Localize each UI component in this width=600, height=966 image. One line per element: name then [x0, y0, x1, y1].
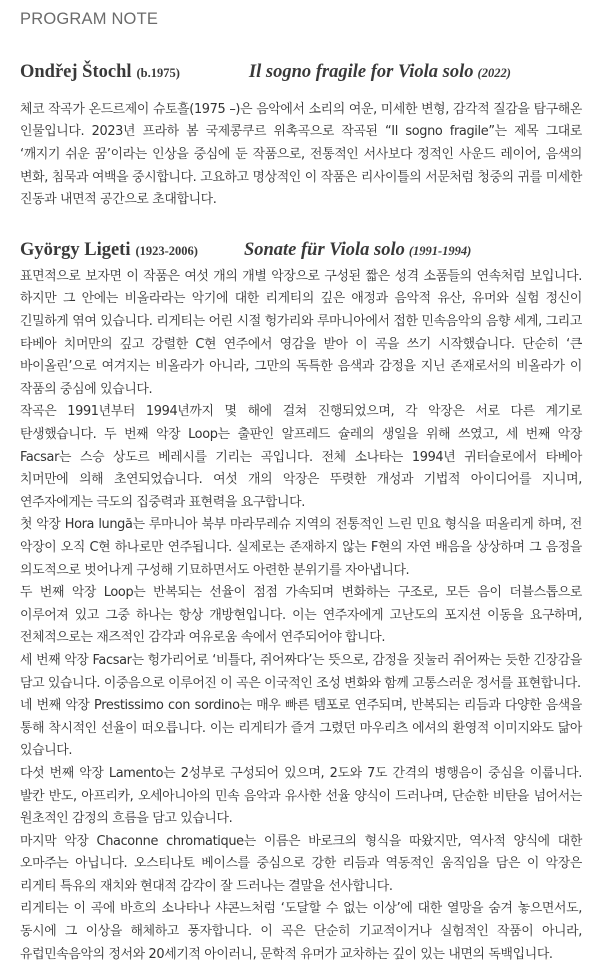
note-paragraph: 첫 악장 Hora lungă는 루마니아 북부 마라무레슈 지역의 전통적인 느린 민요 형식을 떠올리게 하며, 전 악장이 오직 C현 하나로만 연주됩니다. 실제로는 존재하지 않는 F현의 자연 배음을 상상하며 그 음정을 의도적으로 벗어나게 구성해 기묘하면서도 아련한 분위기를 자아냅니다. [20, 517, 582, 578]
note-paragraph: 표면적으로 보자면 이 작품은 여섯 개의 개별 악장으로 구성된 짧은 성격 소품들의 연속처럼 보입니다. 하지만 그 안에는 비올라라는 악기에 대한 리게티의 깊은 애정과 음악적 유산, 유머와 실험 정신이 긴밀하게 엮여 있습니다. 리게티는 어린 시절 헝가리와 루마니아에서 접한 민속음악의 음향 세계, 그리고 타베아 치머만의 깊고 강렬한 C현 연주에서 영감을 받아 이 곡을 쓰기 시작했습니다. 단순히 ‘큰 바이올린’으로 여겨지는 비올라가 아니라, 그만의 독특한 음색과 감정을 지닌 존재로서의 비올라가 이 작품의 중심에 있습니다. [20, 268, 582, 397]
composer-name: György Ligeti [20, 239, 131, 260]
note-paragraph: 마지막 악장 Chaconne chromatique는 이름은 바로크의 형식을 따왔지만, 역사적 양식에 대한 오마주는 아닙니다. 오스티나토 베이스를 중심으로 강한 리듬과 역동적인 움직임을 담은 이 악장은 리게티 특유의 재치와 현대적 감각이 잘 드러나는 결말을 선사합니다. [20, 833, 582, 894]
note-paragraph: 체코 작곡가 온드르제이 슈토흘(1975 –)은 음악에서 소리의 여운, 미세한 변형, 감각적 질감을 탐구해온 인물입니다. 2023년 프라하 봄 국제콩쿠르 위촉곡으로 작곡된 “Il sogno fragile”는 제목 그대로 ‘깨지기 쉬운 꿈’이라는 인상을 중심에 둔 작품으로, 전통적인 서사보다 정적인 사운드 레이어, 음색의 변화, 침묵과 여백을 중시합니다. 고요하고 명상적인 이 작품은 리사이틀의 서문처럼 청중의 귀를 미세한 진동과 내면적 공간으로 초대합니다. [20, 101, 582, 208]
note-paragraph: 네 번째 악장 Prestissimo con sordino는 매우 빠른 템포로 연주되며, 반복되는 리듬과 다양한 음색을 통해 착시적인 선율이 떠오릅니다. 이는 리게티가 즐겨 그렸던 마우리츠 에셔의 환영적 이미지와도 닮아 있습니다. [20, 698, 582, 759]
note-paragraph: 두 번째 악장 Loop는 반복되는 선율이 점점 가속되며 변화하는 구조로, 모든 음이 더블스톱으로 이루어져 있고 그중 하나는 항상 개방현입니다. 이는 연주자에게 고난도의 포지션 이동을 요구하며, 전체적으로는 재즈적인 감각과 여유로움 속에서 연주되어야 합니다. [20, 585, 582, 646]
work-title: Sonate für Viola solo [243, 239, 405, 260]
piece-section-stochl [20, 62, 582, 212]
piece-heading [20, 62, 582, 86]
program-note-label: PROGRAM NOTE [20, 10, 159, 28]
work-year: (2022) [477, 66, 511, 80]
program-note-body [20, 266, 582, 966]
piece-heading [20, 240, 582, 264]
composer-dates: (b.1975) [136, 66, 180, 80]
work-title: Il sogno fragile for Viola solo [248, 62, 474, 82]
work-year: (1991-1994) [408, 243, 472, 258]
program-note-page [20, 0, 582, 966]
piece-section-ligeti [20, 240, 582, 966]
note-paragraph: 작곡은 1991년부터 1994년까지 몇 해에 걸쳐 진행되었으며, 각 악장은 서로 다른 계기로 탄생했습니다. 두 번째 악장 Loop는 출판인 알프레드 슐레의 생일을 위해 쓰였고, 세 번째 악장 Facsar는 스승 상도르 베레시를 기리는 곡입니다. 전체 소나타는 1994년 귀터슬로에서 타베아 치머만에 의해 초연되었습니다. 여섯 개의 악장은 뚜렷한 개성과 기법적 아이디어를 지니며, 연주자에게는 극도의 집중력과 표현력을 요구합니다. [20, 404, 582, 510]
note-paragraph: 다섯 번째 악장 Lamento는 2성부로 구성되어 있으며, 2도와 7도 간격의 병행음이 중심을 이룹니다.발칸 반도, 아프리카, 오세아니아의 민속 음악과 유사한 선율 양식이 드러나며, 단순한 비탄을 넘어서는 원초적인 감정의 흐름을 담고 있습니다. [20, 765, 582, 827]
program-note-body [20, 99, 582, 212]
composer-dates: (1923-2006) [135, 243, 198, 258]
note-paragraph: 리게티는 이 곡에 바흐의 소나타나 샤콘느처럼 ‘도달할 수 없는 이상’에 대한 열망을 숨겨 놓으면서도, 동시에 그 이상을 해체하고 풍자합니다. 이 곡은 단순히 기교적이거나 실험적인 작품이 아니라, 유럽민속음악의 정서와 20세기적 아이러니, 문학적 유머가 교차하는 깊이 있는 내면의 독백입니다. [20, 901, 582, 962]
composer-name: Ondřej Štochl [20, 62, 132, 82]
note-paragraph: 세 번째 악장 Facsar는 헝가리어로 ‘비틀다, 쥐어짜다’는 뜻으로, 감정을 짓눌러 쥐어짜는 듯한 긴장감을 담고 있습니다. 이중음으로 이루어진 이 곡은 이국적인 조성 변화와 함께 고통스러운 정서를 표현합니다. [20, 652, 582, 691]
